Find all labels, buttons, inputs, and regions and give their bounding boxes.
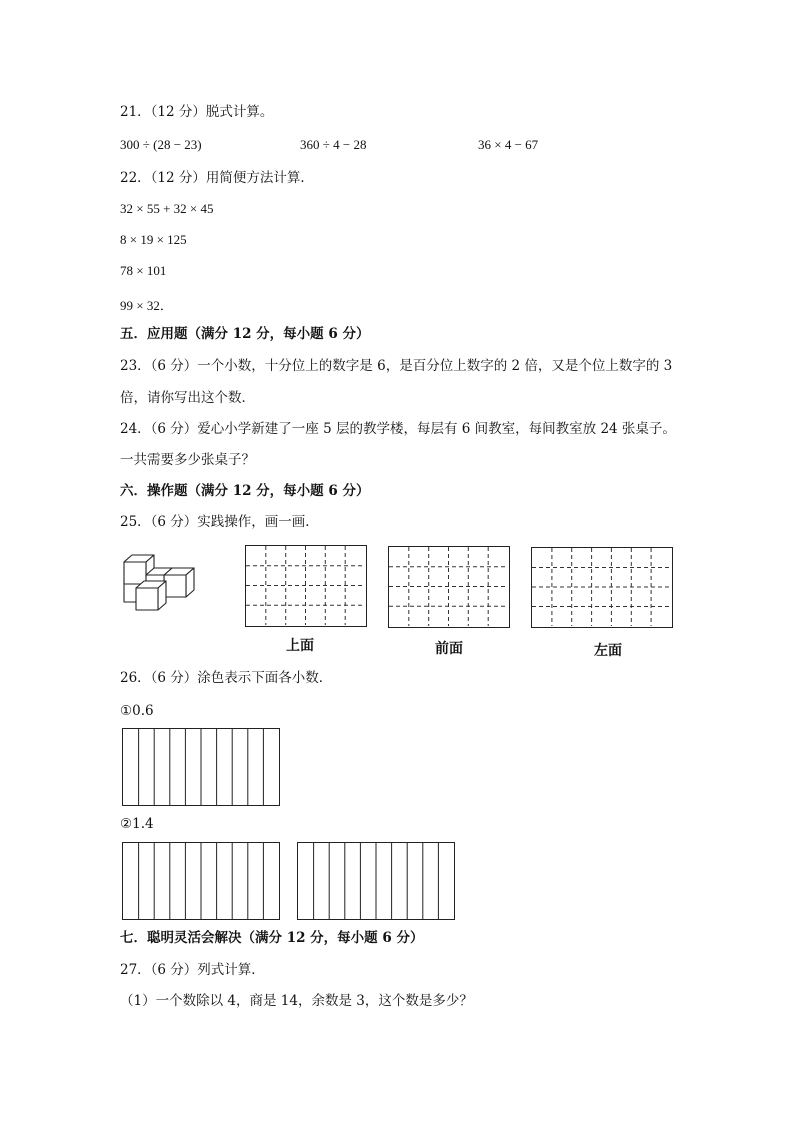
grid-lines	[246, 546, 365, 625]
strip-lines	[298, 843, 454, 919]
grid-lines	[532, 548, 671, 626]
cube-face	[124, 562, 146, 584]
q22-title: 22．（12 分）用简便方法计算．	[120, 170, 314, 186]
left-view-grid[interactable]	[531, 547, 673, 628]
q22-expr-4: 99 × 32．	[120, 298, 173, 313]
q24-line-2: 一共需要多少张桌子？	[120, 452, 255, 468]
q26-part2-label: ②1.4	[120, 816, 154, 832]
q26-title: 26．（6 分）涂色表示下面各小数．	[120, 670, 333, 686]
grid-lines	[389, 547, 508, 626]
section-5-heading: 五．应用题（满分 12 分，每小题 6 分）	[120, 326, 370, 342]
section-6-heading: 六．操作题（满分 12 分，每小题 6 分）	[120, 483, 370, 499]
top-view-label: 上面	[286, 638, 314, 654]
q22-expr-1: 32 × 55 + 32 × 45	[120, 201, 214, 216]
q21-expr-2: 360 ÷ 4 − 28	[300, 137, 367, 152]
q26-part1-label: ①0.6	[120, 703, 154, 719]
front-view-label: 前面	[435, 641, 463, 657]
section-7-heading: 七．聪明灵活会解决（满分 12 分，每小题 6 分）	[120, 930, 424, 946]
q21-expr-3: 36 × 4 − 67	[478, 137, 539, 152]
decimal-strip-2a[interactable]	[122, 842, 280, 920]
strip-lines	[123, 729, 279, 805]
top-view-grid[interactable]	[245, 545, 367, 627]
cube-face	[164, 575, 186, 597]
left-view-label: 左面	[594, 643, 622, 659]
strip-lines	[123, 843, 279, 919]
q21-expr-1: 300 ÷ (28 − 23)	[120, 137, 202, 152]
q22-expr-3: 78 × 101	[120, 263, 167, 278]
decimal-strip-2b[interactable]	[297, 842, 455, 920]
decimal-strip-1[interactable]	[122, 728, 280, 806]
q27-part1: （1）一个数除以 4，商是 14，余数是 3，这个数是多少？	[120, 993, 473, 1009]
q21-title: 21．（12 分）脱式计算。	[120, 104, 274, 120]
front-view-grid[interactable]	[388, 546, 510, 628]
q24-line-1: 24．（6 分）爱心小学新建了一座 5 层的教学楼，每层有 6 间教室，每间教室放 24 张桌子。	[120, 421, 676, 437]
q22-expr-2: 8 × 19 × 125	[120, 232, 187, 247]
cube-face	[136, 588, 158, 610]
cube-stack-figure	[120, 550, 196, 612]
q27-title: 27．（6 分）列式计算．	[120, 962, 265, 978]
q23-line-2: 倍，请你写出这个数．	[120, 390, 255, 406]
q25-title: 25．（6 分）实践操作，画一画．	[120, 514, 319, 530]
q23-line-1: 23．（6 分）一个小数，十分位上的数字是 6，是百分位上数字的 2 倍，又是个位上数字的 3	[120, 358, 673, 374]
